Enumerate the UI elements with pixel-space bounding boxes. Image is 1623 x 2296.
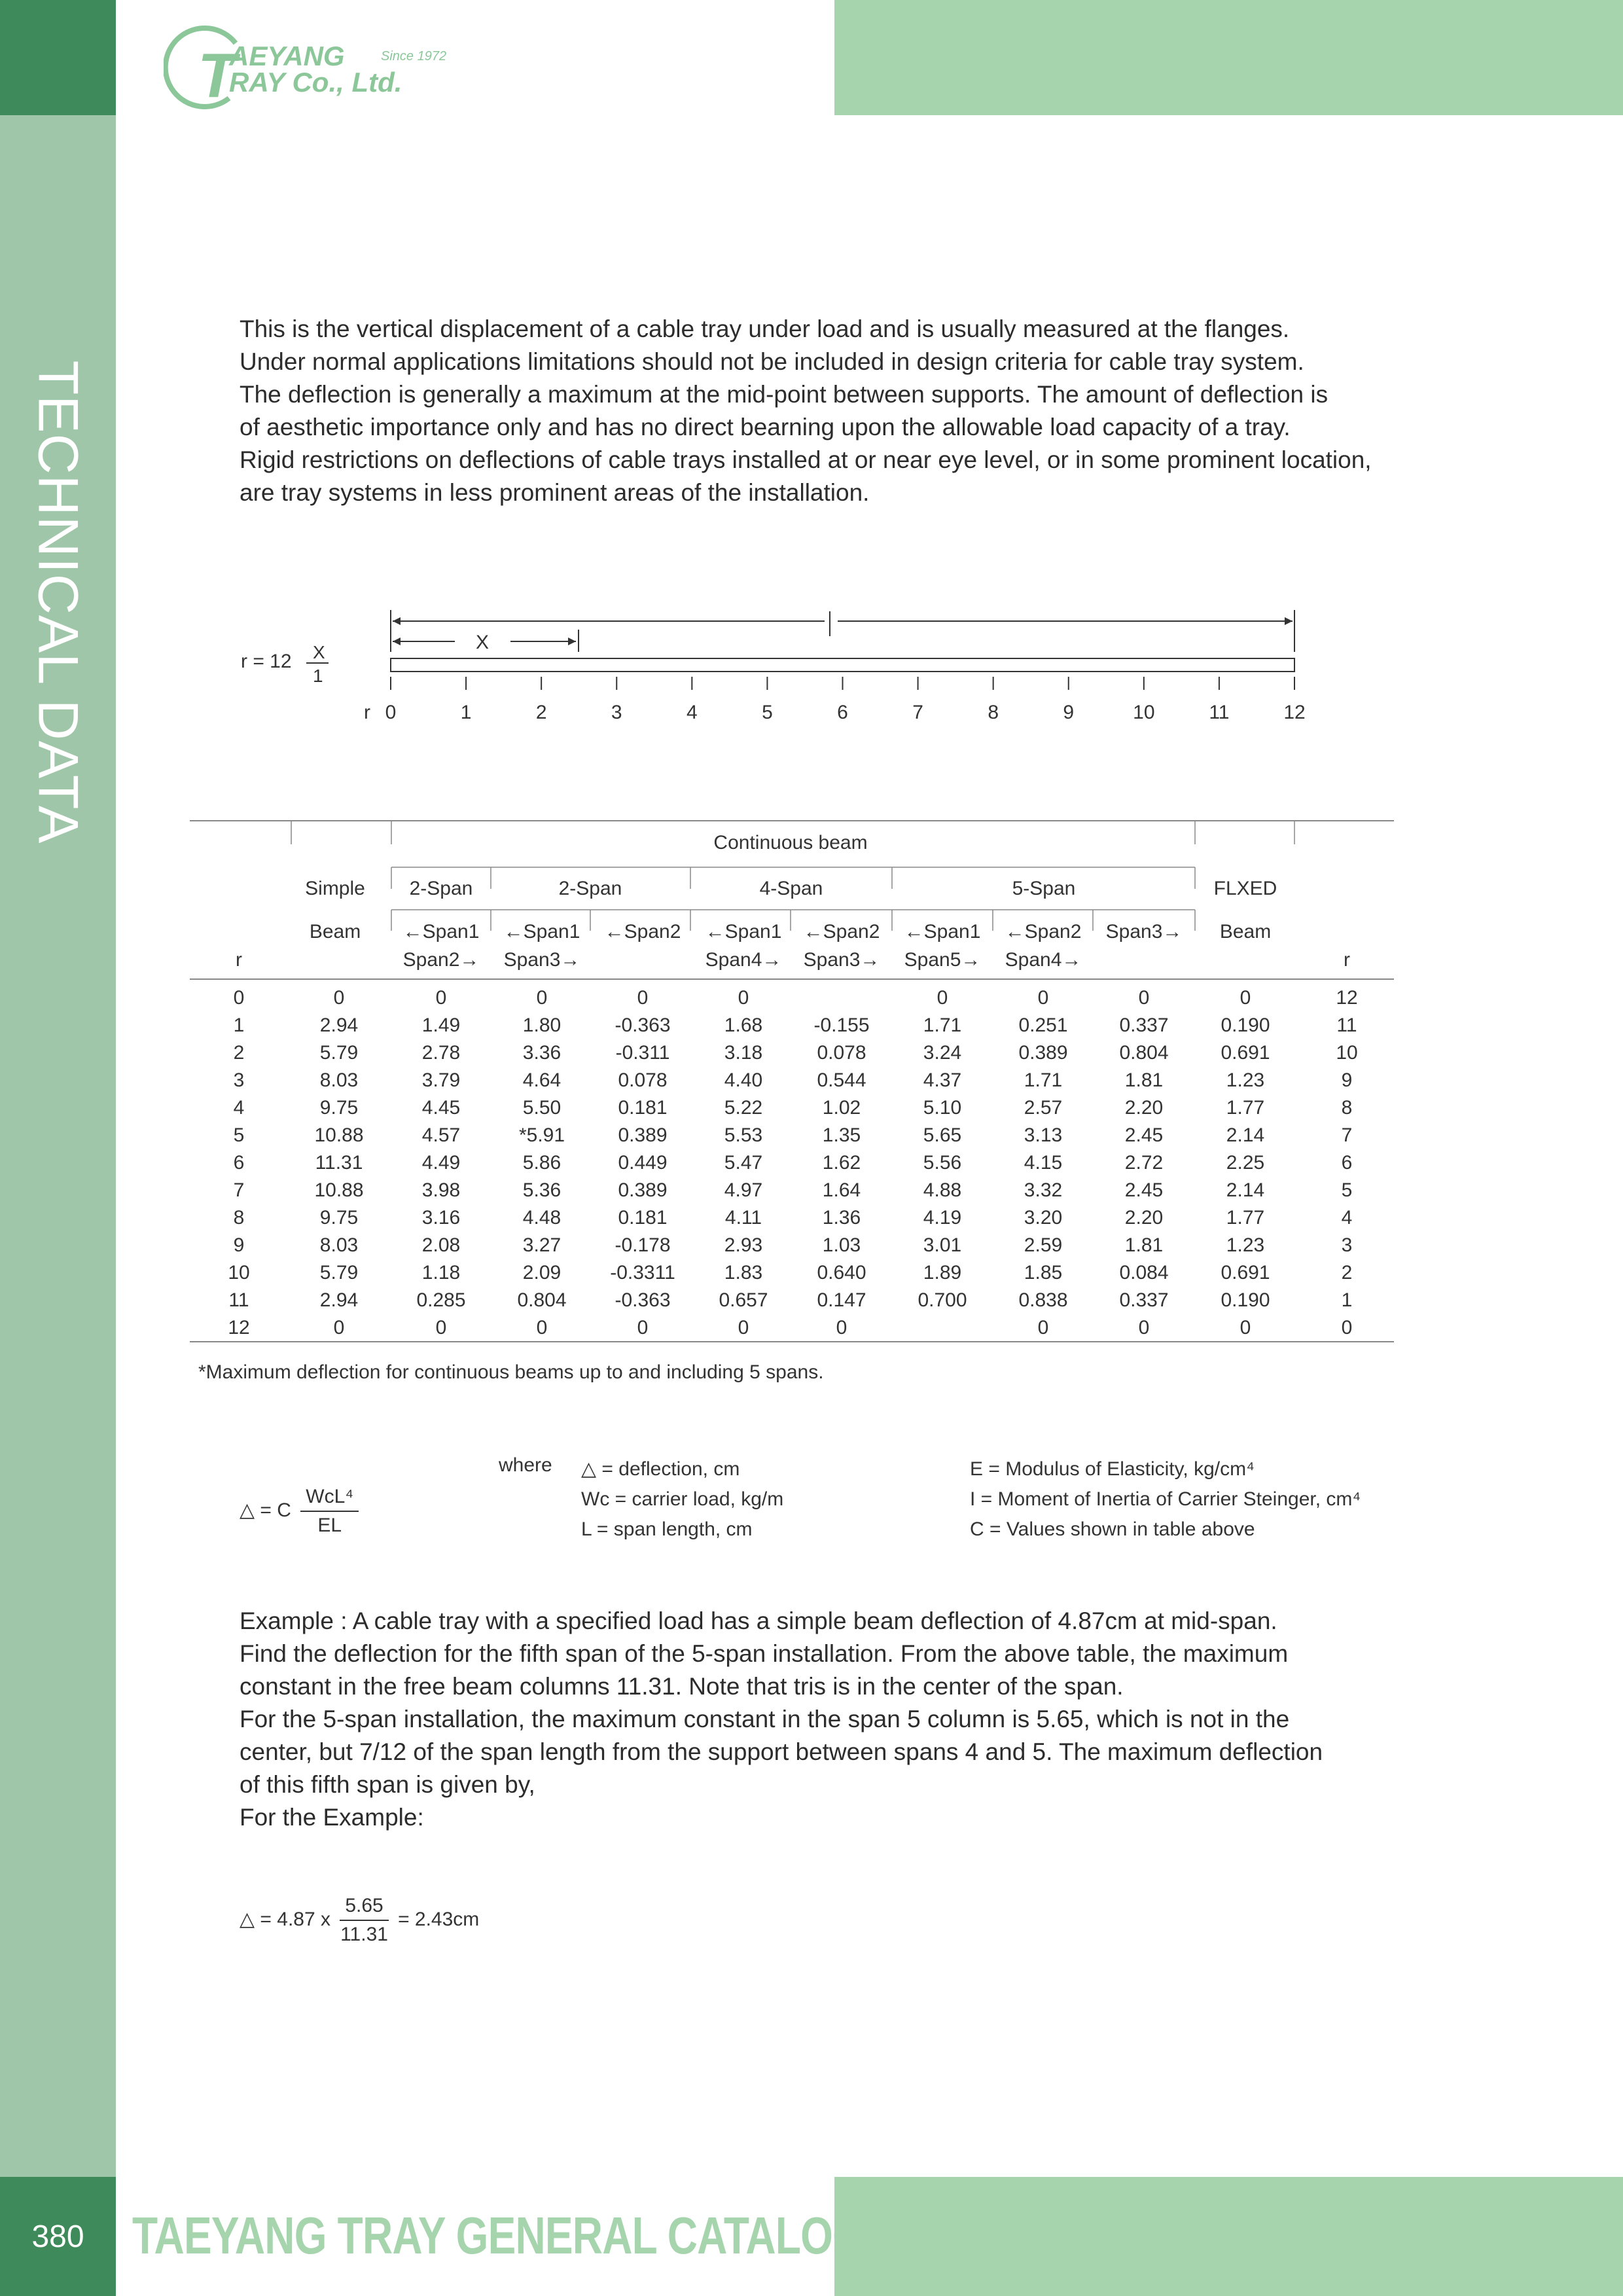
definition: Wc = carrier load, kg/m [581, 1488, 784, 1510]
table-cell: 0 [1240, 1317, 1251, 1338]
table-row [234, 1152, 1353, 1174]
header-fixed: FLXED [1213, 878, 1277, 899]
scale-tick-label: 5 [762, 702, 773, 723]
table-cell: 4.11 [724, 1207, 762, 1229]
table-cell: 1 [1341, 1289, 1353, 1311]
table-cell: 2.45 [1124, 1124, 1164, 1146]
table-cell: -0.311 [615, 1042, 670, 1064]
table-cell: 10.88 [314, 1124, 364, 1146]
example-line: constant in the free beam columns 11.31. Note that tris is in the center of the span. [240, 1673, 1124, 1700]
r-formula-den: 1 [313, 666, 323, 686]
where-label: where [499, 1454, 552, 1476]
header-simple: Simple [305, 878, 365, 899]
table-cell: 2.14 [1226, 1179, 1265, 1201]
table-cell: 5.47 [724, 1152, 763, 1174]
table-cell: 1.49 [421, 1014, 461, 1036]
table-cell: 0.657 [719, 1289, 768, 1311]
table-cell: 8.03 [319, 1069, 359, 1091]
subheader-label: ←Span1 [503, 921, 580, 942]
table-cell: 7 [233, 1179, 245, 1201]
scale-tick-label: 10 [1133, 702, 1155, 723]
table-cell: 3.13 [1024, 1124, 1063, 1146]
table-cell: 3.18 [724, 1042, 763, 1064]
table-cell: 2.45 [1124, 1179, 1164, 1201]
table-cell: 0 [1341, 1317, 1353, 1338]
calc-rhs: = 2.43cm [398, 1908, 480, 1930]
table-cell: 0 [836, 1317, 847, 1338]
table-cell: 0 [333, 1317, 345, 1338]
table-cell: 8.03 [319, 1234, 359, 1256]
table-cell: 0 [435, 987, 447, 1009]
logo-name-line1: AEYANG [229, 41, 345, 71]
table-cell: 0.251 [1018, 1014, 1068, 1036]
table-cell: 9 [1341, 1069, 1353, 1091]
table-cell: 3.27 [522, 1234, 562, 1256]
table-row [234, 1069, 1353, 1091]
calc-fraction [340, 1895, 388, 1946]
beam [391, 658, 1294, 672]
table-cell: 0 [435, 1317, 447, 1338]
definition: C = Values shown in table above [970, 1518, 1255, 1540]
table-cell: -0.155 [813, 1014, 870, 1036]
table-cell: 0.691 [1221, 1262, 1270, 1283]
table-cell: 2.59 [1024, 1234, 1063, 1256]
example-paragraph [240, 1605, 1323, 1834]
table-cell: 3.98 [421, 1179, 461, 1201]
table-cell: 1.62 [822, 1152, 861, 1174]
subheader-label: Span4→ [1005, 949, 1082, 971]
table-cell: 4.64 [522, 1069, 562, 1091]
subheader-label: ←Span2 [803, 921, 880, 942]
subheader-label: Span4→ [705, 949, 782, 971]
table-cell: 2.09 [522, 1262, 562, 1283]
table-cell: 10.88 [314, 1179, 364, 1201]
table-cell: 1.80 [522, 1014, 562, 1036]
table-cell: 0 [333, 987, 345, 1009]
section-title-text: TECHNICAL DATA [26, 360, 90, 844]
table-cell: 1.81 [1124, 1069, 1164, 1091]
subheader-cells [403, 921, 1183, 971]
table-cell: 12 [228, 1317, 250, 1338]
table-cell: 3.20 [1024, 1207, 1063, 1229]
scale-tick-label: 1 [460, 702, 472, 723]
table-cell: -0.363 [615, 1014, 671, 1036]
table-cell: 0.838 [1018, 1289, 1068, 1311]
table-cell: 0 [1037, 1317, 1049, 1338]
scale-tick-label: 3 [611, 702, 622, 723]
intro-line: are tray systems in less prominent areas of the installation. [240, 479, 870, 506]
table-cell: 1.81 [1124, 1234, 1164, 1256]
table-cell: 2.14 [1226, 1124, 1265, 1146]
table-cell: 0 [1138, 1317, 1150, 1338]
table-cell: 9.75 [319, 1207, 359, 1229]
table-cell: 5.53 [724, 1124, 763, 1146]
table-cell: 10 [1336, 1042, 1358, 1064]
r-scale-label: r [364, 702, 370, 723]
table-cell: 0.640 [817, 1262, 866, 1283]
subheader-label: ←Span1 [402, 921, 480, 942]
table-row [234, 1207, 1353, 1229]
table-cell: 0.804 [1119, 1042, 1169, 1064]
table-row [234, 1097, 1353, 1119]
beam-diagram [236, 589, 1322, 733]
table-cell: 1.64 [822, 1179, 861, 1201]
table-cell: 1.35 [822, 1124, 861, 1146]
table-cell: 0.285 [416, 1289, 466, 1311]
formula-lhs: △ = C [240, 1499, 291, 1521]
table-cell: 2.08 [421, 1234, 461, 1256]
table-cell: 4.19 [923, 1207, 962, 1229]
table-cell: 0.389 [618, 1124, 668, 1146]
page-number: 380 [31, 2219, 84, 2254]
table-cell: 1.89 [923, 1262, 962, 1283]
header-r-right: r [1344, 949, 1350, 971]
table-cell: 2.25 [1226, 1152, 1265, 1174]
table-cell: 4.88 [923, 1179, 962, 1201]
table-cell: 3 [1341, 1234, 1353, 1256]
header-simple-beam: Beam [309, 921, 361, 942]
table-cell: *5.91 [518, 1124, 565, 1146]
deflection-table [190, 818, 1394, 1345]
table-cell: 5.50 [522, 1097, 562, 1119]
subheader-label: Span3→ [1105, 921, 1183, 942]
table-cell: 5.22 [724, 1097, 763, 1119]
intro-line: Under normal applications limitations should not be included in design criteria for cable tray system. [240, 348, 1304, 375]
table-cell: 2 [233, 1042, 245, 1064]
logo-since: Since 1972 [381, 49, 447, 63]
table-cell: 11 [228, 1289, 249, 1311]
formula-denominator: EL [317, 1515, 342, 1536]
table-cell: 2.94 [319, 1014, 359, 1036]
table-cell: 0 [738, 987, 749, 1009]
table-cell: 0.181 [618, 1097, 668, 1119]
scale-tick-label: 12 [1283, 702, 1306, 723]
table-cell: 4 [233, 1097, 245, 1119]
calc-numerator: 5.65 [340, 1895, 388, 1921]
r-formula: r = 12 [241, 651, 292, 672]
table-cell: 1.71 [923, 1014, 962, 1036]
table-cell: 1.23 [1226, 1069, 1265, 1091]
table-cell: 6 [1341, 1152, 1353, 1174]
table-cell: 0.084 [1119, 1262, 1169, 1283]
table-cell: 4.57 [421, 1124, 461, 1146]
x-label: X [476, 632, 490, 653]
subheader-label: ←Span1 [705, 921, 782, 942]
calc-denominator: 11.31 [340, 1924, 388, 1945]
table-cell: 0.700 [918, 1289, 967, 1311]
table-cell: 0 [1138, 987, 1150, 1009]
table-cell: 8 [233, 1207, 245, 1229]
table-cell: 1.23 [1226, 1234, 1265, 1256]
table-cell: 4.49 [421, 1152, 461, 1174]
table-cell: 0.337 [1119, 1289, 1169, 1311]
table-cell: 0 [536, 1317, 548, 1338]
definitions-right [970, 1454, 1361, 1545]
table-cell: 1.83 [724, 1262, 763, 1283]
table-cell: 0 [637, 987, 649, 1009]
table-cell: 5.86 [522, 1152, 562, 1174]
table-cell: 0.449 [618, 1152, 668, 1174]
table-cell: 4.37 [923, 1069, 962, 1091]
table-cell: 7 [1341, 1124, 1353, 1146]
table-row [234, 1234, 1353, 1256]
table-cell: 1.68 [724, 1014, 763, 1036]
table-cell: 0 [233, 987, 245, 1009]
table-cell: 0.181 [618, 1207, 668, 1229]
table-cell: 1.18 [421, 1262, 461, 1283]
table-cell: 3.01 [923, 1234, 962, 1256]
definitions-left [581, 1454, 783, 1545]
table-cell: 0.691 [1221, 1042, 1270, 1064]
table-cell: 0 [1240, 987, 1251, 1009]
scale-tick-label: 6 [837, 702, 848, 723]
subheader-label: Span2→ [402, 949, 480, 971]
table-cell: 12 [1336, 987, 1358, 1009]
header-2span-a: 2-Span [409, 878, 473, 899]
scale-tick-label: 7 [912, 702, 923, 723]
header-band [834, 0, 1623, 115]
table-cell: 0.804 [517, 1289, 567, 1311]
logo-letter: T [198, 41, 236, 111]
table-row [234, 1179, 1353, 1201]
table-cell: 3.24 [923, 1042, 962, 1064]
table-cell: 6 [233, 1152, 245, 1174]
formula-numerator: WcL⁴ [300, 1486, 359, 1512]
table-cell: 4 [1341, 1207, 1353, 1229]
table-cell: 3.32 [1024, 1179, 1063, 1201]
table-cell: 0.389 [618, 1179, 668, 1201]
table-cell: 5.79 [319, 1262, 359, 1283]
table-cell: 0 [637, 1317, 649, 1338]
formula-fraction [300, 1486, 359, 1537]
table-cell: 1 [233, 1014, 245, 1036]
subheader-label: ←Span2 [1005, 921, 1082, 942]
scale-tick-label: 8 [988, 702, 999, 723]
table-cell: -0.3311 [610, 1262, 675, 1283]
table-cell: 5.56 [923, 1152, 962, 1174]
table-row [234, 1124, 1353, 1146]
header-r-left: r [236, 949, 242, 971]
footer-band [834, 2177, 1623, 2296]
table-cell: 3.79 [421, 1069, 461, 1091]
subheader-label: Span3→ [503, 949, 580, 971]
table-row [234, 987, 1358, 1009]
header-4span: 4-Span [759, 878, 823, 899]
table-cell: 11.31 [315, 1152, 363, 1174]
table-cell: 2.93 [724, 1234, 763, 1256]
scale-tick-label: 2 [535, 702, 547, 723]
header-fixed-beam: Beam [1219, 921, 1272, 942]
subheader-label: Span3→ [803, 949, 880, 971]
header-5span: 5-Span [1012, 878, 1076, 899]
definition: △ = deflection, cm [581, 1458, 740, 1480]
table-cell: 4.45 [421, 1097, 461, 1119]
logo-name-line2: RAY Co., Ltd. [229, 67, 402, 98]
scale-ticks [385, 677, 1306, 723]
table-cell: 4.48 [522, 1207, 562, 1229]
table-cell: 3 [233, 1069, 245, 1091]
section-title [0, 0, 116, 2296]
table-cell: -0.178 [615, 1234, 671, 1256]
scale-tick-label: 0 [385, 702, 397, 723]
table-cell: 11 [1336, 1014, 1357, 1036]
company-logo [164, 20, 471, 118]
table-cell: 0 [536, 987, 548, 1009]
table-cell: 1.03 [822, 1234, 861, 1256]
intro-paragraph [240, 313, 1418, 509]
table-cell: 0.337 [1119, 1014, 1169, 1036]
table-cell: 0.190 [1221, 1289, 1270, 1311]
table-cell: 10 [228, 1262, 250, 1283]
table-cell: 1.71 [1024, 1069, 1063, 1091]
example-calculation [240, 1895, 479, 1946]
intro-line: The deflection is generally a maximum at the mid-point between supports. The amount of deflection is [240, 381, 1329, 408]
table-cell: 5.79 [319, 1042, 359, 1064]
table-cell: 5.65 [923, 1124, 962, 1146]
catalogue-title: TAEYANG TRAY GENERAL CATALOGUE [132, 2206, 922, 2265]
table-cell: 2.20 [1124, 1207, 1164, 1229]
table-cell: 2.72 [1124, 1152, 1164, 1174]
table-cell: 2 [1341, 1262, 1353, 1283]
table-body [228, 987, 1357, 1338]
table-cell: 0.190 [1221, 1014, 1270, 1036]
table-cell: 5 [233, 1124, 245, 1146]
table-cell: 0.147 [817, 1289, 866, 1311]
table-cell: 0.389 [1018, 1042, 1068, 1064]
table-cell: 5.36 [522, 1179, 562, 1201]
header-2span-b: 2-Span [558, 878, 622, 899]
table-cell: 1.85 [1024, 1262, 1063, 1283]
table-cell: 9 [233, 1234, 245, 1256]
table-cell: 0 [738, 1317, 749, 1338]
table-cell: -0.363 [615, 1289, 671, 1311]
table-cell: 0 [936, 987, 948, 1009]
table-cell: 9.75 [319, 1097, 359, 1119]
subheader-label: Span5→ [904, 949, 981, 971]
example-line: of this fifth span is given by, [240, 1771, 535, 1798]
table-cell: 1.36 [822, 1207, 861, 1229]
table-cell: 3.36 [522, 1042, 562, 1064]
table-row [228, 1317, 1352, 1338]
table-cell: 0.078 [618, 1069, 668, 1091]
subheader-label: ←Span2 [604, 921, 681, 942]
table-cell: 0.078 [817, 1042, 866, 1064]
table-cell: 4.97 [724, 1179, 763, 1201]
table-footnote: *Maximum deflection for continuous beams up to and including 5 spans. [198, 1361, 824, 1383]
definition: I = Moment of Inertia of Carrier Steinger, cm⁴ [970, 1488, 1361, 1510]
table-cell: 5.10 [923, 1097, 962, 1119]
deflection-formula [240, 1486, 363, 1537]
table-cell: 8 [1341, 1097, 1353, 1119]
table-cell: 3.16 [421, 1207, 461, 1229]
table-cell: 2.78 [421, 1042, 461, 1064]
table-cell: 0.544 [817, 1069, 866, 1091]
r-formula-num: X [313, 642, 325, 662]
table-row [228, 1262, 1352, 1283]
intro-line: of aesthetic importance only and has no direct bearning upon the allowable load capacity of a tray. [240, 414, 1291, 440]
intro-line: This is the vertical displacement of a cable tray under load and is usually measured at the flanges. [240, 315, 1290, 342]
calc-lhs: △ = 4.87 x [240, 1908, 330, 1930]
table-cell: 2.20 [1124, 1097, 1164, 1119]
scale-tick-label: 11 [1209, 702, 1230, 723]
example-line: For the Example: [240, 1804, 424, 1831]
definition: L = span length, cm [581, 1518, 753, 1540]
table-row [234, 1042, 1358, 1064]
example-line: For the 5-span installation, the maximum constant in the span 5 column is 5.65, which is not in the [240, 1706, 1290, 1732]
example-line: center, but 7/12 of the span length from the support between spans 4 and 5. The maximum deflection [240, 1738, 1323, 1765]
subheader-label: ←Span1 [904, 921, 981, 942]
intro-line: Rigid restrictions on deflections of cable trays installed at or near eye level, or in some prominent location, [240, 446, 1372, 473]
table-row [228, 1289, 1352, 1311]
table-cell: 1.02 [822, 1097, 861, 1119]
example-line: Example : A cable tray with a specified load has a simple beam deflection of 4.87cm at mid-span. [240, 1607, 1277, 1634]
group-header-continuous: Continuous beam [713, 832, 868, 853]
scale-tick-label: 4 [686, 702, 698, 723]
definition: E = Modulus of Elasticity, kg/cm⁴ [970, 1458, 1255, 1480]
scale-tick-label: 9 [1063, 702, 1075, 723]
table-cell: 5 [1341, 1179, 1353, 1201]
example-line: Find the deflection for the fifth span of the 5-span installation. From the above table, the maximum [240, 1640, 1289, 1667]
table-cell: 4.15 [1024, 1152, 1063, 1174]
table-cell: 1.77 [1226, 1207, 1265, 1229]
table-row [234, 1014, 1357, 1036]
table-cell: 0 [1037, 987, 1049, 1009]
table-cell: 1.77 [1226, 1097, 1265, 1119]
table-cell: 2.57 [1024, 1097, 1063, 1119]
table-cell: 2.94 [319, 1289, 359, 1311]
table-cell: 4.40 [724, 1069, 763, 1091]
